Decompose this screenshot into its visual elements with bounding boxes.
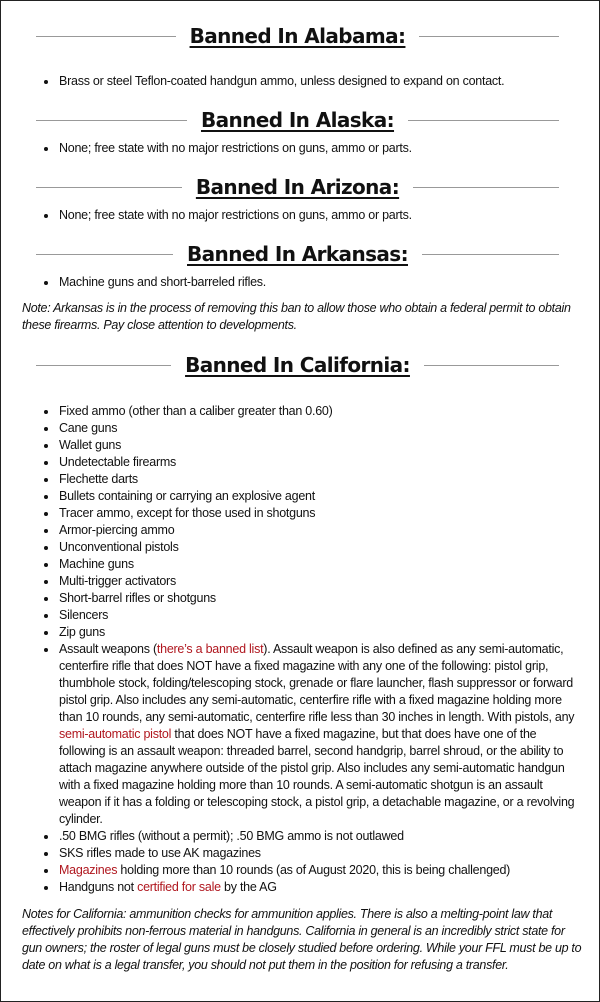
- heading-alaska: Banned In Alaska:: [200, 108, 395, 132]
- text: ). Assault weapon is also defined as any semi-automatic, centerfire rifle that does NOT have a fixed magazine with any one of the following: pistol grip, thumbhole stock, folding/telescoping stock, grenade or flare launcher, flash suppressor or forward pistol grip. Also includes any semi-automatic, centerfire rifle with a fixed magazine holding more than 10 rounds, any semi-automatic, centerfire rifle less than 30 inches in length. With pistols, any: [59, 642, 575, 724]
- text: Assault weapons (: [59, 642, 157, 656]
- list-item: Wallet guns: [59, 437, 579, 454]
- divider-right: [408, 120, 559, 121]
- list-california: [0, 403, 579, 896]
- list-item: Silencers: [59, 607, 579, 624]
- section-heading-alaska: [36, 108, 559, 132]
- list-item: Tracer ammo, except for those used in shotguns: [59, 505, 579, 522]
- list-arizona: [0, 207, 579, 224]
- certified-for-sale-link[interactable]: certified for sale: [137, 880, 221, 894]
- divider-left: [36, 120, 187, 121]
- divider-left: [36, 36, 176, 37]
- list-item: Undetectable firearms: [59, 454, 579, 471]
- list-item: Short-barrel rifles or shotguns: [59, 590, 579, 607]
- list-alabama: [0, 73, 579, 90]
- note-arkansas: Note: Arkansas is in the process of removing this ban to allow those who obtain a federal permit to obtain these firearms. Pay close attention to developments.: [22, 301, 571, 332]
- list-item: Cane guns: [59, 420, 579, 437]
- list-item: Brass or steel Teflon-coated handgun ammo, unless designed to expand on contact.: [59, 73, 579, 90]
- list-item: .50 BMG rifles (without a permit); .50 BMG ammo is not outlawed: [59, 828, 579, 845]
- heading-california: Banned In California:: [185, 353, 410, 377]
- list-item: None; free state with no major restrictions on guns, ammo or parts.: [59, 207, 579, 224]
- list-item-handguns: [59, 879, 579, 896]
- text: by the AG: [220, 880, 277, 894]
- divider-right: [424, 365, 559, 366]
- section-heading-alabama: [36, 24, 559, 48]
- list-arkansas: [0, 274, 579, 291]
- list-item: Zip guns: [59, 624, 579, 641]
- heading-arizona: Banned In Arizona:: [195, 175, 400, 199]
- list-item: Machine guns: [59, 556, 579, 573]
- divider-left: [36, 187, 182, 188]
- list-item: Bullets containing or carrying an explosive agent: [59, 488, 579, 505]
- text: holding more than 10 rounds (as of August 2020, this is being challenged): [117, 863, 511, 877]
- list-item: Unconventional pistols: [59, 539, 579, 556]
- list-item: Fixed ammo (other than a caliber greater than 0.60): [59, 403, 579, 420]
- text: Handguns not: [59, 880, 138, 894]
- list-item-assault-weapons: [59, 641, 579, 828]
- divider-right: [422, 254, 559, 255]
- semi-automatic-pistol-link[interactable]: semi-automatic pistol: [59, 727, 172, 741]
- divider-left: [36, 254, 173, 255]
- note-california: Notes for California: ammunition checks for ammunition applies. There is also a melting-point law that effectively prohibits non-ferrous material in handguns. California in general is an incredibly strict state for gun owners; the roster of legal guns must be closely studied before ordering. While your FFL must be up to date on what is a legal transfer, you should not put them in the position for refusing a transfer.: [22, 907, 582, 972]
- heading-arkansas: Banned In Arkansas:: [187, 242, 408, 266]
- section-heading-california: [36, 353, 559, 377]
- divider-right: [413, 187, 559, 188]
- heading-alabama: Banned In Alabama:: [189, 24, 406, 48]
- text: that does NOT have a fixed magazine, but that does have one of the following is an assault weapon: threaded barrel, second handgrip, barrel shroud, or the ability to attach magazine anywhere outside of the pistol grip. Also includes any semi-automatic handgun with a fixed magazine holding more than 10 rounds. A semi-automatic shotgun is an assault weapon if it has a folding or telescoping stock, a pistol grip, a detachable magazine, or a revolving cylinder.: [59, 727, 575, 826]
- divider-left: [36, 365, 171, 366]
- list-item: None; free state with no major restrictions on guns, ammo or parts.: [59, 140, 579, 157]
- section-heading-arkansas: [36, 242, 559, 266]
- list-item: Flechette darts: [59, 471, 579, 488]
- section-heading-arizona: [36, 175, 559, 199]
- list-item-magazines: [59, 862, 579, 879]
- magazines-link[interactable]: Magazines: [59, 863, 118, 877]
- list-item: Multi-trigger activators: [59, 573, 579, 590]
- divider-right: [419, 36, 559, 37]
- list-item: Machine guns and short-barreled rifles.: [59, 274, 579, 291]
- banned-list-link[interactable]: there’s a banned list: [156, 642, 264, 656]
- list-item: SKS rifles made to use AK magazines: [59, 845, 579, 862]
- list-alaska: [0, 140, 579, 157]
- list-item: Armor-piercing ammo: [59, 522, 579, 539]
